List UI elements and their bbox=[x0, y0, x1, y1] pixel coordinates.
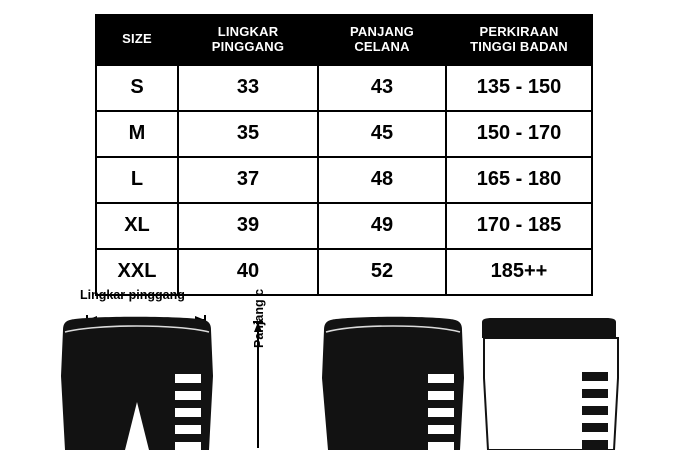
cell-length: 43 bbox=[318, 65, 446, 111]
column-header-length-line1: PANJANG bbox=[349, 24, 414, 39]
column-header-length bbox=[318, 15, 446, 65]
column-header-size-line1: SIZE bbox=[122, 31, 152, 47]
illustration-area bbox=[0, 278, 700, 450]
column-header-size bbox=[96, 15, 178, 65]
column-header-waist-line2: PINGGANG bbox=[211, 38, 285, 54]
cell-length: 49 bbox=[318, 203, 446, 249]
cell-waist: 39 bbox=[178, 203, 318, 249]
white-shorts-side-image bbox=[478, 316, 620, 450]
cell-size: XL bbox=[96, 203, 178, 249]
column-header-height-line2: TINGGI BADAN bbox=[470, 38, 568, 54]
cell-height: 135 - 150 bbox=[446, 65, 592, 111]
table-row bbox=[96, 111, 592, 157]
cell-size: XXL bbox=[96, 249, 178, 295]
cell-length: 45 bbox=[318, 111, 446, 157]
table-header-row bbox=[96, 15, 592, 65]
table-row bbox=[96, 157, 592, 203]
table-body bbox=[96, 65, 592, 295]
cell-length: 52 bbox=[318, 249, 446, 295]
cell-size: M bbox=[96, 111, 178, 157]
column-header-length-line2: CELANA bbox=[354, 38, 410, 54]
column-header-waist bbox=[178, 15, 318, 65]
cell-size: L bbox=[96, 157, 178, 203]
table-row bbox=[96, 65, 592, 111]
cell-length: 48 bbox=[318, 157, 446, 203]
cell-height: 170 - 185 bbox=[446, 203, 592, 249]
cell-waist: 37 bbox=[178, 157, 318, 203]
column-header-waist-line1: LINGKAR bbox=[217, 24, 279, 39]
cell-size: S bbox=[96, 65, 178, 111]
table-row bbox=[96, 203, 592, 249]
table-header bbox=[96, 15, 592, 65]
length-measure-label: Panjang c bbox=[252, 288, 266, 348]
black-shorts-front-image bbox=[57, 316, 217, 450]
column-header-height-line1: PERKIRAAN bbox=[479, 24, 559, 39]
waist-measure-label: Lingkar pinggang bbox=[80, 288, 185, 302]
size-chart-table-container bbox=[95, 14, 567, 296]
column-header-height bbox=[446, 15, 592, 65]
cell-height: 185++ bbox=[446, 249, 592, 295]
cell-waist: 35 bbox=[178, 111, 318, 157]
size-chart-table bbox=[95, 14, 593, 296]
cell-waist: 40 bbox=[178, 249, 318, 295]
cell-waist: 33 bbox=[178, 65, 318, 111]
black-shorts-side-image bbox=[318, 316, 466, 450]
cell-height: 165 - 180 bbox=[446, 157, 592, 203]
cell-height: 150 - 170 bbox=[446, 111, 592, 157]
